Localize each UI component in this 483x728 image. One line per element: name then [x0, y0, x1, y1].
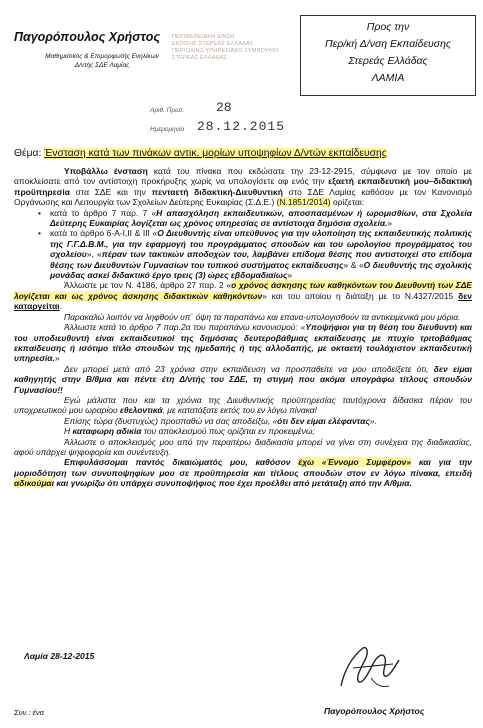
- text-run: κατά το άρθρο 6-Α-Ι,ΙΙ & ΙΙΙ «: [50, 228, 158, 239]
- sender-name: Παγορόπουλος Χρήστος: [14, 30, 160, 44]
- text-run: Άλλωστε κατά το άρθρο 7 παρ.2α του παραπάνω κανονισμού: «: [64, 322, 306, 333]
- recipient-box: [300, 15, 476, 96]
- text-run: .: [59, 301, 63, 312]
- text-run: Η: [64, 426, 73, 437]
- text-run: , με κατατάξατε εκτός του εν λόγω πίνακα!: [162, 405, 317, 416]
- bold-italic-text: εθελοντικά: [119, 405, 163, 416]
- text-run: στο ΣΔΕ Λαμίας καθόσον με τον Κανονισμό Οργάνωσης και Λειτουργία των Σχολείων Δεύτερης Ευκαιρίας (Σ.Δ.Ε.): [14, 186, 472, 208]
- subject-text: Ένσταση κατά των πινάκων αντικ. μορίων υποψηφίων Δ/ντών εκπαίδευσης: [44, 148, 387, 159]
- paragraph: [14, 364, 472, 395]
- text-run: κατά το άρθρο 7 παρ. 7 «: [50, 207, 157, 218]
- protocol-label: Αριθ. Πρωτ.: [150, 107, 185, 114]
- sender-role-line2: Δ/ντής ΣΔΕ Λαμίας: [74, 62, 130, 69]
- place-date: Λαμία 28-12-2015: [24, 651, 95, 661]
- recipient-line: Προς την: [366, 21, 410, 33]
- sender-role: [37, 52, 167, 70]
- bold-italic-text: πέραν των τακτικών αποδοχών του, λαμβάνει επίδομα θέσης που αντιστοιχεί στο επίδομα θέσης των Διευθυντών Γυμνασίων του τυπικού συστήματος εκπαίδευσης: [50, 249, 472, 270]
- text-run: Εγώ μάλιστα που και τα χρόνια της Διευθυντικής προϋπηρεσίας ταυτόχρονα δίδασκα πέραν του υποχρεωτικού μου ωραρίου: [14, 394, 472, 416]
- bold-italic-text: καταφωρη αδικία: [72, 426, 142, 437]
- text-run: του αποκλεισμού πως ορίζεται εν προκειμένω;: [141, 426, 315, 437]
- stamp-line: ΠΕΡΙΦΕΡΕΙΑΚΗ Δ/ΝΣΗ: [172, 34, 235, 40]
- text-run: και γνωρίζω ότι υπάρχει συνυποψήφιος που έχει προέλθει από μετάταξη από την Α/θμια.: [54, 478, 412, 489]
- text-run: Δεν μπορεί μετά από 23 χρόνια στην εκπαίδευση να προσπαθείτε να μου αποδείξετε ότι,: [64, 363, 434, 374]
- text-run: Άλλωστε με τον Ν. 4186, άρθρο 27 παρ. 2 «: [64, 280, 232, 291]
- bold-text: πενταετή διδακτική-Διευθυντική: [151, 186, 283, 197]
- recipient-line: Περ/κή Δ/νση Εκπαίδευσης: [325, 38, 451, 50]
- text-run: και για την μοριοδότηση των συνυποψηφίων μου σε προϋπηρεσία και τίτλους σπουδών στον εν λόγω πίνακα, επειδή: [14, 457, 472, 478]
- text-run: »: [387, 218, 393, 229]
- bold-italic-text: Υποψήφιοι για τη θέση του διευθυντή και του υποδιευθυντή είναι εκπαιδευτικοί της δημόσιας δευτεροβάθμιας εκπαίδευσης με πτυχίο τριτοβάθμιας εκπαίδευσης ή ισότιμο τίτλο σπουδών της ημεδαπής ή της αλλοδαπής, με οκταετή τουλάχιστον εκπαιδευτική υπηρεσία.: [14, 322, 472, 364]
- text-run: »: [287, 270, 293, 281]
- stamp-line: ΕΚΠ/ΣΗΣ ΣΤΕΡΕΑΣ ΕΛΛΑΔΑΣ: [172, 41, 254, 47]
- text-run: »: [54, 353, 60, 364]
- stamp-date-label: Ημερομηνία: [150, 126, 185, 133]
- bold-italic-text: Ο Διευθυντής είναι υπεύθυνος για την υλοποίηση της εκπαιδευτικής πολιτικής της Γ.Γ.Δ.Β.Μ., για την εφαρμογή του προγράμματος σπουδών και του ωρολογίου προγράμματος του σχολείου: [50, 228, 473, 260]
- paragraph: [14, 426, 472, 436]
- text-run: Επίσης τώρα (δυστυχώς) προσπαθώ να σας αποδείξω, «: [64, 415, 278, 426]
- paragraph: [14, 322, 472, 364]
- protocol-number: 28: [216, 100, 232, 115]
- bullet-item: [50, 228, 472, 280]
- stamp-date: 28.12.2015: [197, 119, 286, 134]
- text-run: ορίζεται:: [330, 197, 365, 208]
- bold-italic-text: δεν είμαι καθηγητής στην Β/θμια και πέντε έτη Δ/ντής του ΣΔΕ, τη στιγμή που ακόμα υπογράφω τίτλους σπουδών Γυμνασίου!!: [14, 363, 472, 395]
- highlighted-text: αδικούμαι: [14, 478, 54, 489]
- text-run: Επιφυλάσσομαι παντός δικαιώματός μου, καθόσον: [64, 457, 299, 468]
- paragraph: Παρακαλώ λοιπόν να ληφθούν υπ΄ όψη τα παραπάνω και επανα-υπολογισθούν τα αντικειμενικά μου μόρια.: [64, 311, 461, 322]
- text-run: » και του οποίου η διάταξη με το Ν.4327/2015: [262, 290, 459, 301]
- paragraph: [14, 457, 472, 488]
- stamp-line: ΠΕΡΙΟΔΙΚΟ ΥΠΗΡΕΣΙΑΚΟ ΣΥΜΒΟΥΛΙΟ: [172, 48, 279, 54]
- handwritten-signature: [333, 638, 403, 696]
- bold-underline-text: δεν καταργείται: [14, 290, 472, 312]
- reception-stamp: [172, 34, 290, 86]
- bold-text: εξαετή εκπαιδευτική μου–διδακτική προϋπηρεσία: [14, 176, 472, 197]
- bold-text: Υποβάλλω ένσταση: [64, 166, 148, 176]
- subject-label: Θέμα:: [14, 148, 42, 159]
- recipient-line: ΛΑΜΙΑ: [371, 72, 405, 84]
- paragraph: [14, 416, 472, 426]
- text-run: », «: [86, 249, 102, 260]
- enclosures: Συν.: ένα: [14, 708, 44, 717]
- highlighted-text: (Ν.1851/2014): [276, 197, 331, 208]
- highlighted-text: έχω «Έννομο Συμφέρον»: [298, 457, 412, 468]
- bold-italic-text: ότι δεν είμαι ελέφαντας: [277, 415, 370, 426]
- bold-italic-text: Ο διευθυντής της σχολικής μονάδας ασκεί διδακτικό έργο τρεις (3) ώρες εβδομαδιαίως: [50, 259, 472, 281]
- sender-role-line1: Μαθηματικός & Επιμορφωτής Ενηλίκων: [45, 53, 159, 60]
- stamp-line: ΣΤΕΡΕΑΣ ΕΛΛΑΔΑΣ: [172, 55, 227, 61]
- bullet-item: [50, 208, 472, 229]
- text-run: » & «: [343, 259, 364, 270]
- bold-italic-text: Η απασχόληση εκπαιδευτικών, αποσπασμένων ή ωρομισθίων, στα Σχολεία Δεύτερης Ευκαιρίας λογίζεται ως χρόνος υπηρεσίας σε αντίστοιχα δημόσια σχολεία.: [50, 207, 472, 229]
- text-run: ».: [369, 415, 377, 426]
- paragraph: [14, 280, 472, 311]
- paragraph: [14, 166, 472, 208]
- recipient-line: Στερεάς Ελλάδας: [348, 55, 428, 67]
- text-run: κατά του πίνακα που εκδώσατε την 23-12-2915, σύμφωνα με τον οποίο με αποκλείσατε από τον αντίστοιχη προκήρυξης χωρίς να υπολογίσετε αφ ενός την: [14, 166, 472, 187]
- highlighted-text: ο χρόνος άσκησης των καθηκόντων του Διευθυντή των ΣΔΕ λογίζεται και ως χρόνος άσκησης διδακτικών καθηκόντων: [14, 280, 472, 301]
- signatory-name: Παγορόπουλος Χρήστος: [324, 706, 425, 716]
- paragraph: [14, 395, 472, 416]
- subject-line: [14, 148, 387, 159]
- paragraph: Άλλωστε ο αποκλεισμός μου από την περαιτέρω διαδικασία μπορεί να γίνει στη συνέχεια της διαδικασίας, αφού υπάρχει ψηφοφορία και συνέντευξη.: [14, 436, 472, 457]
- letter-body: [14, 166, 472, 489]
- text-run: στα ΣΔΕ και την: [69, 186, 152, 197]
